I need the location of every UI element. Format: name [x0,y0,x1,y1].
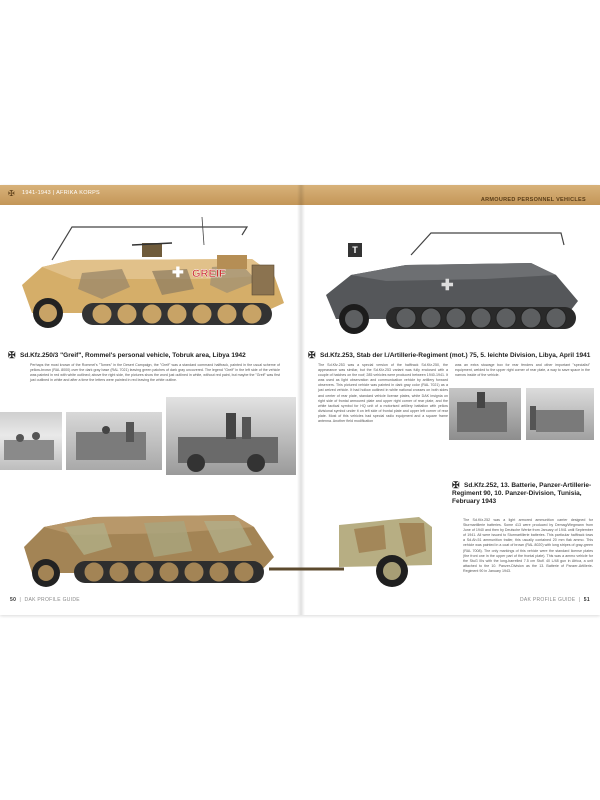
caption-sdkfz252: ✠ Sd.Kfz.252, 13. Batterie, Panzer-Artillerie-Regiment 90, 10. Panzer-Division, Tunisia, February 1943 [452,480,592,505]
svg-text:✚: ✚ [172,264,184,280]
footer-title-right: DAK PROFILE GUIDE [520,597,576,603]
footer-title-left: DAK PROFILE GUIDE [24,597,80,603]
book-spread [0,185,600,615]
balkenkreuz-icon: ✠ [308,350,316,360]
historical-photo-1 [0,412,62,470]
balkenkreuz-icon: ✠ [8,350,16,360]
historical-photo-4 [449,388,521,440]
svg-text:✚: ✚ [441,277,454,294]
historical-photo-3 [166,397,296,475]
text-sdkfz252: The Sd.Kfz.252 was a light armored ammunition carrier designed for Sturmartillerie batteries. Some 413 were produced by Demag/Wegmann from June of 1940 and then by Deutsche Werke from January of 1941 until September of 1941. All were issued to Sturmartillerie batteries. This particular halftrack tows a Sd.Ah.51 ammunition trailer, this usually contained 20 mm flak ammo. This vehicle was painted in a coat of brown (RAL 8020) with long stripes of gray-green (RAL 7008). The only markings of this vehicle were the standard license plates (the front one in the upper part of the frontal plate). This was a ammo vehicle for the StuG IIIs with the long-barrelled 7.5 cm StuK 40 L/48 gun in Africa, a unit attached to the 10. Panzer-Division as the 13. Batterie of Panzer-Artillerie-Regiment 90 in January 1943. [463,518,593,573]
vehicle-profile-sdkfz252 [14,477,444,597]
caption-greif: ✠ Sd.Kfz.250/3 "Greif", Rommel's personal vehicle, Tobruk area, Libya 1942 [8,350,246,360]
footer-left: 50 | DAK PROFILE GUIDE [10,597,80,603]
caption-sdkfz253: ✠ Sd.Kfz.253, Stab der I./Artillerie-Regiment (mot.) 75, 5. leichte Division, Libya, April 1941 [308,350,591,360]
balkenkreuz-icon: ✠ [8,189,15,198]
footer-right: DAK PROFILE GUIDE | 51 [520,597,590,603]
text-greif: Perhaps the most known of the Rommel's "Tomes" in the Desert Campaign, the "Greif" was a standard command halftrack, painted in the usual scheme of yellow-brown (RAL 8000) over the dark gray base (RAL 7021) leaving green patches of dark gray uncovered. The legend "Greif" in the left side of the vehicle was painted in red with white outlined; above the right side, the pictures show the word just outlined in white, without red paint, but maybe the "Greif" was first just outlined in white and after a time the letters were painted in red leaving the white outline. [30,363,280,383]
balkenkreuz-icon: ✠ [452,480,460,490]
header-left: 1941-1943 | AFRIKA KORPS [22,190,101,196]
page-number-left: 50 [10,597,17,603]
historical-photo-2 [66,412,162,470]
text-sdkfz253-cont: was an extra stowage box for rear fenders and other important "specialist" equipment, welded to the upper right corner of rear plate, a way to save space in the narrow inside of the vehicle. [455,363,590,378]
tactical-sign-tag: T [348,243,362,257]
historical-photo-5 [526,388,594,440]
text-sdkfz253: The Sd.Kfz.253 was a special version of the halftrack Sd.Kfz.250, the appearance was similar, but the Sd.Kfz.253 variant was fully enclosed with a couple of hatches on the roof; 285 vehicles were produced between 1940-1941. It was used as light observation and communication vehicle by artillery forward observers. This pictured vehicle was painted in dark gray color (RAL 7021) as a just arrived vehicle. It had hollow outlined in white national crosses on both sides and center of rear plate, standard vehicle license plates, white DAK insignia on right side of frontal armoured plate and upper right corner of rear plate, and the white tactical symbol for HQ unit of a motorised artillery battalion with yellow divisional symbol under it on left side of frontal plate and upper left corner of rear plate. Most of this vehicles had special radio equipment and a square frame antenna. Another field modification [318,363,448,424]
vehicle-profile-sdkfz253 [316,215,591,340]
page-number-right: 51 [583,597,590,603]
greif-lettering: GREIF [192,268,226,280]
header-right: ARMOURED PERSONNEL VEHICLES [480,197,586,203]
vehicle-profile-greif [12,215,292,335]
